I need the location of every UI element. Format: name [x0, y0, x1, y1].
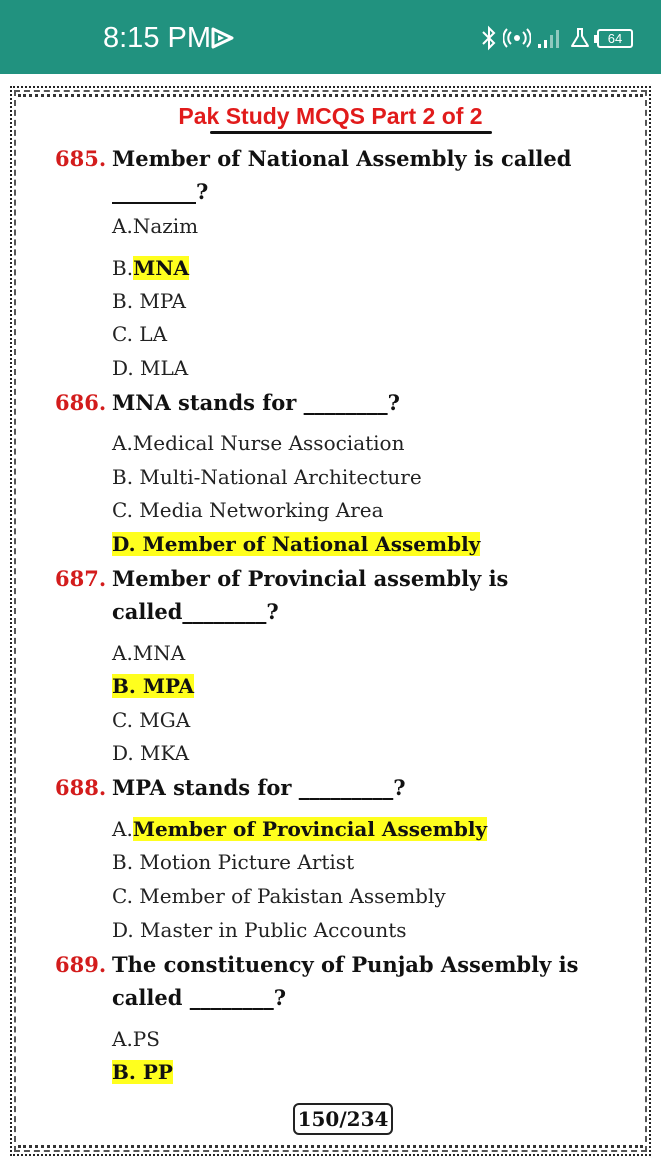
option[interactable]: A.Nazim: [112, 214, 199, 238]
option[interactable]: D. Master in Public Accounts: [112, 918, 407, 942]
question-text: MPA stands for _________?: [112, 775, 406, 800]
page-title: Pak Study MCQS Part 2 of 2: [178, 103, 483, 129]
option[interactable]: B. MPA: [112, 289, 186, 313]
option[interactable]: C. MGA: [112, 708, 191, 732]
question-number: 685.: [55, 146, 107, 171]
option-correct[interactable]: A.Member of Provincial Assembly: [112, 817, 488, 841]
question-688: [55, 771, 595, 804]
question-number: 689.: [55, 952, 107, 977]
option[interactable]: C. Member of Pakistan Assembly: [112, 884, 446, 908]
option-correct[interactable]: B. PP: [112, 1060, 173, 1084]
question-number: 686.: [55, 390, 107, 415]
question-text: The constituency of Punjab Assembly is: [112, 952, 579, 977]
question-text: Member of Provincial assembly is: [112, 566, 509, 591]
option[interactable]: A.MNA: [112, 641, 186, 665]
option[interactable]: A.Medical Nurse Association: [112, 431, 405, 455]
option[interactable]: A.PS: [112, 1027, 160, 1051]
question-686: [55, 386, 595, 419]
option[interactable]: D. MKA: [112, 741, 190, 765]
option-correct[interactable]: B.MNA: [112, 256, 189, 280]
question-number: 687.: [55, 566, 107, 591]
question-number: 688.: [55, 775, 107, 800]
option[interactable]: C. LA: [112, 322, 168, 346]
question-687: [55, 562, 595, 628]
option[interactable]: B. Motion Picture Artist: [112, 850, 355, 874]
option-correct[interactable]: D. Member of National Assembly: [112, 532, 481, 556]
question-685: [55, 142, 595, 208]
status-time: 8:15 PM: [103, 22, 211, 54]
question-text-cont: called ________?: [112, 985, 287, 1010]
question-text-cont: called________?: [112, 599, 279, 624]
option[interactable]: C. Media Networking Area: [112, 498, 384, 522]
question-text-cont: ________?: [112, 179, 209, 204]
page-indicator: 150/234: [293, 1103, 393, 1135]
question-689: [55, 948, 595, 1014]
option-correct[interactable]: B. MPA: [112, 674, 195, 698]
question-text: Member of National Assembly is called: [112, 146, 572, 171]
option[interactable]: B. Multi-National Architecture: [112, 465, 422, 489]
battery-level: 64: [607, 30, 623, 46]
question-text: MNA stands for ________?: [112, 390, 400, 415]
option[interactable]: D. MLA: [112, 356, 189, 380]
